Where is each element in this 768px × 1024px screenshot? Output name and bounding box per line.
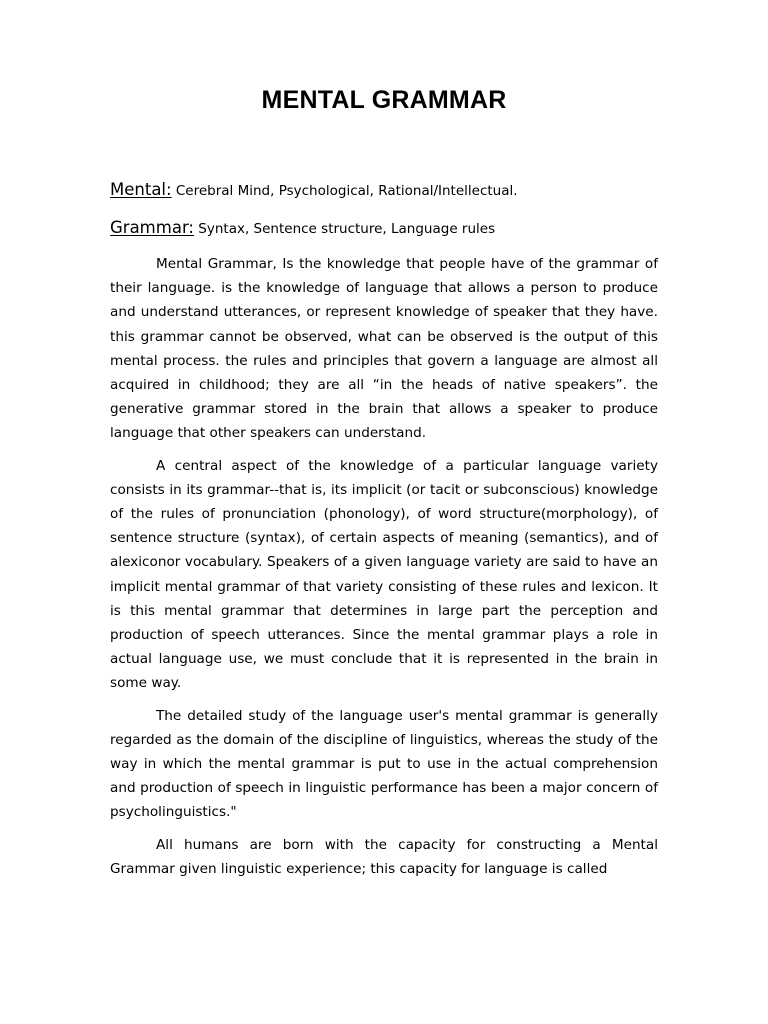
definition-grammar — [110, 218, 495, 237]
document-title: MENTAL GRAMMAR — [261, 86, 507, 114]
document-body — [110, 252, 658, 889]
definition-term: Grammar: — [110, 218, 194, 237]
paragraph: Mental Grammar, Is the knowledge that people have of the grammar of their language. is the knowledge of language that allows a person to produce and understand utterances, or represent knowledge of speaker that they have. this grammar cannot be observed, what can be observed is the output of this mental process. the rules and principles that govern a language are almost all acquired in childhood; they are all “in the heads of native speakers”. the generative grammar stored in the brain that allows a speaker to produce language that other speakers can understand. — [110, 256, 658, 442]
definition-term: Mental: — [110, 180, 172, 199]
definition-mental — [110, 180, 518, 199]
paragraph: A central aspect of the knowledge of a particular language variety consists in its grammar--that is, its implicit (or tacit or subconscious) knowledge of the rules of pronunciation (phonology), of word structure(morphology), of sentence structure (syntax), of certain aspects of meaning (semantics), and of alexiconor vocabulary. Speakers of a given language variety are said to have an implicit mental grammar of that variety consisting of these rules and lexicon. It is this mental grammar that determines in large part the perception and production of speech utterances. Since the mental grammar plays a role in actual language use, we must conclude that it is represented in the brain in some way. — [110, 457, 658, 692]
definition-text: Syntax, Sentence structure, Language rules — [198, 221, 496, 237]
paragraph: All humans are born with the capacity for constructing a Mental Grammar given linguistic experience; this capacity for language is called — [110, 836, 658, 877]
paragraph: The detailed study of the language user's mental grammar is generally regarded as the domain of the discipline of linguistics, whereas the study of the way in which the mental grammar is put to use in the actual comprehension and production of speech in linguistic performance has been a major concern of psycholinguistics." — [110, 707, 658, 821]
definition-text: Cerebral Mind, Psychological, Rational/Intellectual. — [175, 183, 518, 199]
